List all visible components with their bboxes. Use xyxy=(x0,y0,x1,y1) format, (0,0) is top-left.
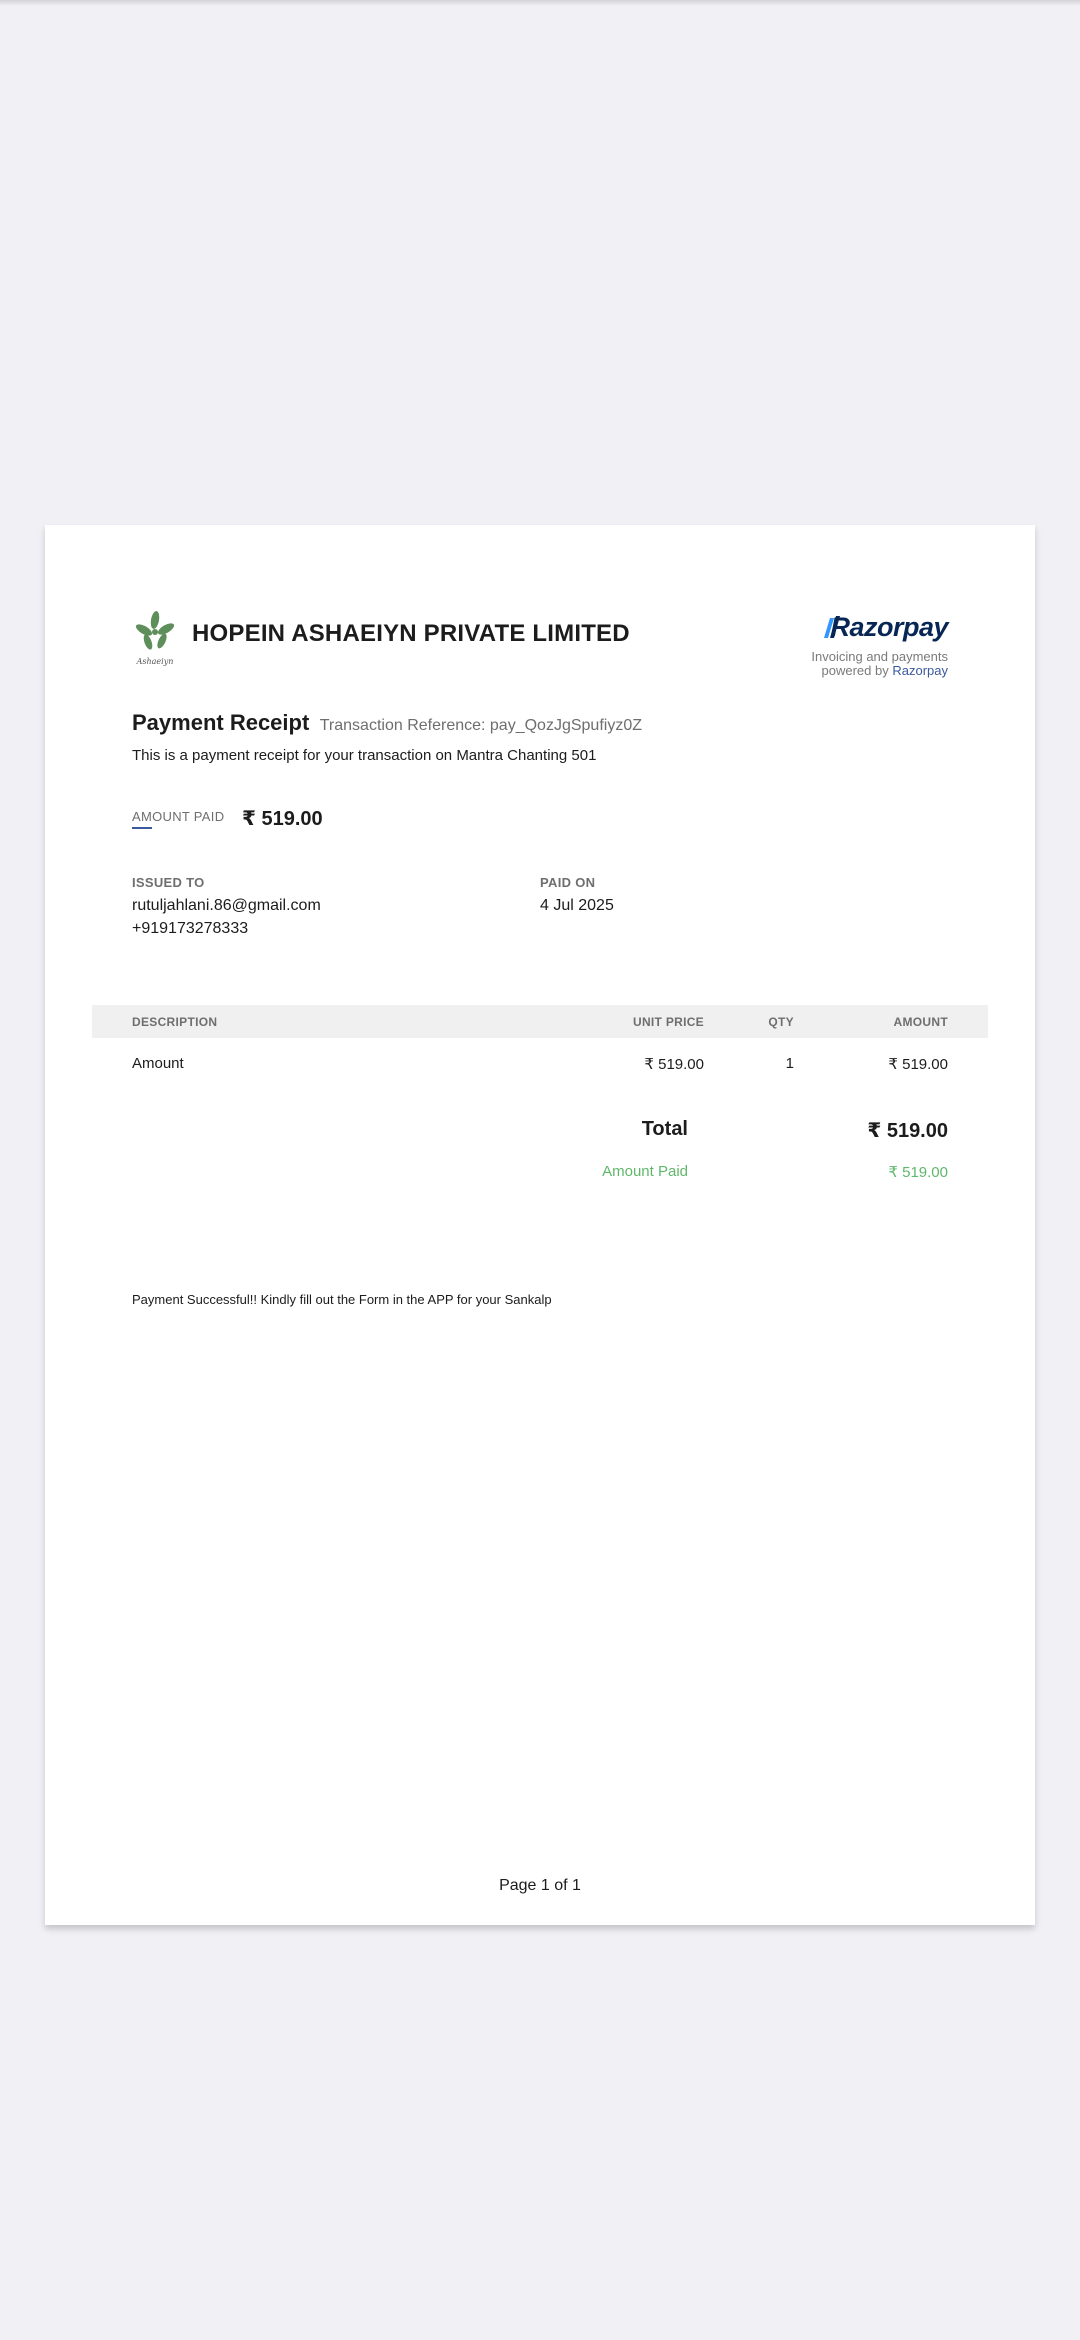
total-label: Total xyxy=(641,1118,688,1140)
table-header xyxy=(92,1005,988,1038)
razorpay-link[interactable]: Razorpay xyxy=(892,663,948,678)
page-number: Page 1 of 1 xyxy=(499,1877,581,1894)
payment-note: Payment Successful!! Kindly fill out the Form in the APP for your Sankalp xyxy=(132,1292,552,1307)
receipt-title: Payment Receipt xyxy=(132,710,310,735)
row-qty: 1 xyxy=(785,1055,794,1072)
receipt-page xyxy=(45,525,1035,1925)
issued-to-label: ISSUED TO xyxy=(132,875,205,890)
amount-paid-summary-label: Amount Paid xyxy=(602,1163,688,1180)
company-name: HOPEIN ASHAEIYN PRIVATE LIMITED xyxy=(192,620,630,647)
razorpay-tagline-line2 xyxy=(811,664,948,678)
row-amount: ₹ 519.00 xyxy=(888,1056,948,1073)
row-unit-price: ₹ 519.00 xyxy=(644,1056,704,1073)
row-description: Amount xyxy=(132,1055,184,1072)
header-qty: QTY xyxy=(768,1015,794,1029)
receipt-title-row xyxy=(132,710,642,736)
amount-paid-value: ₹ 519.00 xyxy=(242,808,323,830)
header-description: DESCRIPTION xyxy=(132,1015,218,1029)
paid-on-date: 4 Jul 2025 xyxy=(540,897,614,914)
header-unit-price: UNIT PRICE xyxy=(632,1015,704,1029)
logo-script-text: Ashaeiyn xyxy=(136,657,174,666)
razorpay-logo xyxy=(818,612,948,642)
amount-paid-summary-value: ₹ 519.00 xyxy=(888,1164,948,1181)
leaf-logo-icon xyxy=(132,610,178,666)
razorpay-tagline xyxy=(811,650,948,678)
receipt-description: This is a payment receipt for your transaction on Mantra Chanting 501 xyxy=(132,747,597,764)
razorpay-tagline-line1: Invoicing and payments xyxy=(811,649,948,664)
transaction-reference: Transaction Reference: pay_QozJgSpufiyz0Z xyxy=(319,717,642,734)
receipt-header xyxy=(132,610,948,680)
razorpay-tagline-prefix: powered by xyxy=(821,663,889,678)
total-value: ₹ 519.00 xyxy=(867,1120,948,1142)
top-shadow xyxy=(0,0,1080,6)
amount-paid-underline xyxy=(132,827,152,829)
paid-on-label: PAID ON xyxy=(540,875,596,890)
issued-to-email: rutuljahlani.86@gmail.com xyxy=(132,897,321,914)
issued-to-phone: +919173278333 xyxy=(132,920,249,937)
amount-paid-label: AMOUNT PAID xyxy=(132,809,225,824)
razorpay-wordmark: Razorpay xyxy=(830,612,948,642)
header-amount: AMOUNT xyxy=(893,1015,948,1029)
